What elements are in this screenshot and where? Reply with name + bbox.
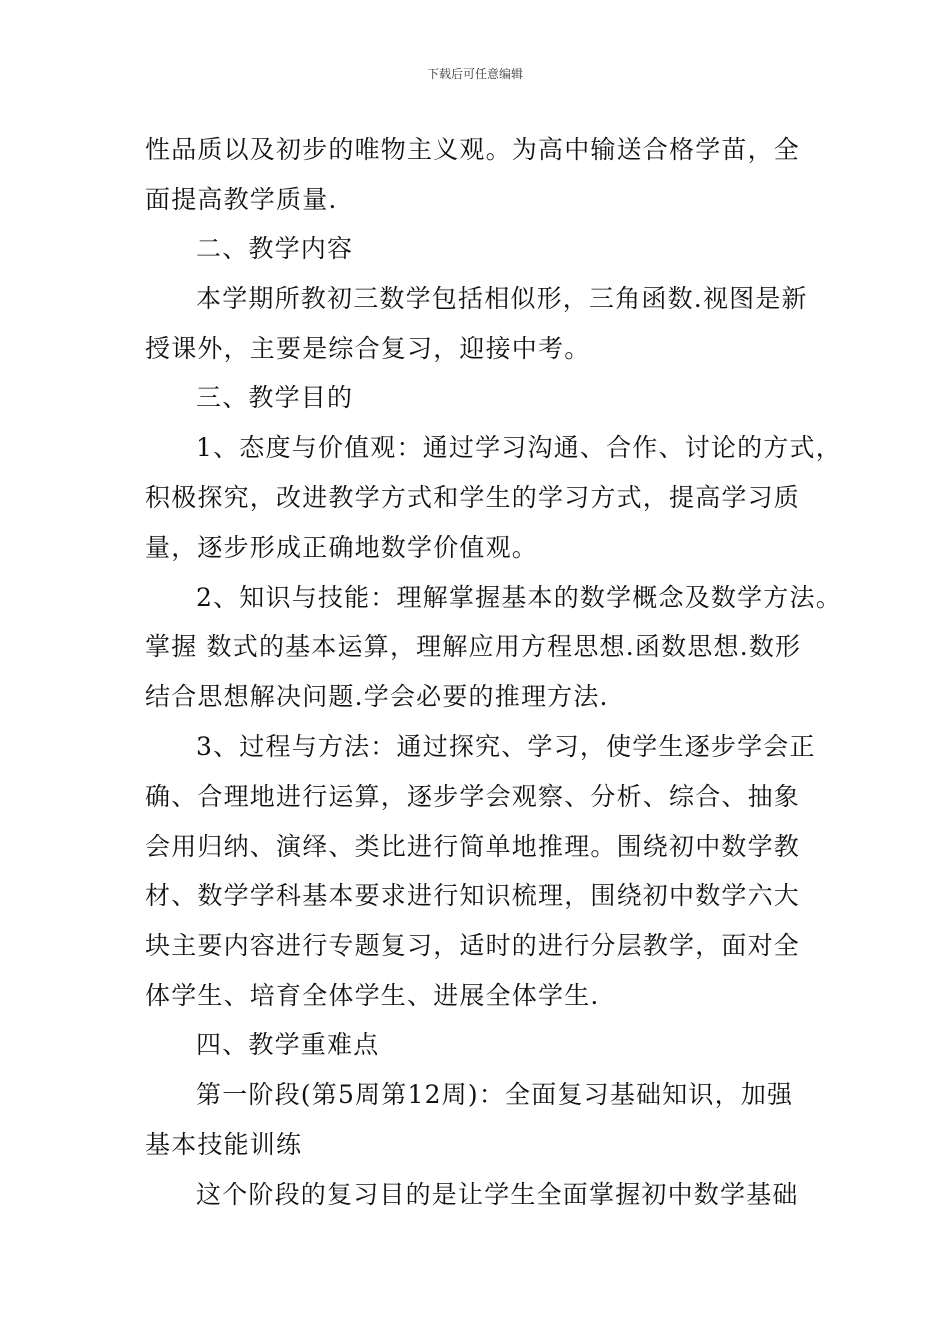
text-line-8: 积极探究，改进教学方式和学生的学习方式，提高学习质 bbox=[145, 483, 801, 512]
page-header: 下载后可任意编辑 bbox=[426, 67, 523, 81]
text-line-16: 材、数学学科基本要求进行知识梳理，围绕初中数学六大 bbox=[145, 881, 801, 910]
text-line-14: 确、合理地进行运算，逐步学会观察、分析、综合、抽象 bbox=[145, 782, 801, 811]
text-line-5: 授课外，主要是综合复习，迎接中考。 bbox=[145, 334, 591, 363]
text-line-4: 本学期所教初三数学包括相似形，三角函数.视图是新 bbox=[196, 284, 808, 313]
section-heading-content: 二、教学内容 bbox=[196, 234, 354, 263]
section-heading-goals: 三、教学目的 bbox=[196, 383, 354, 412]
section-heading-key-points: 四、教学重难点 bbox=[196, 1030, 380, 1059]
text-line-2: 面提高教学质量. bbox=[145, 185, 338, 214]
text-line-15: 会用归纳、演绎、类比进行简单地推理。围绕初中数学教 bbox=[145, 832, 801, 861]
text-line-20: 第一阶段(第5周第12周)：全面复习基础知识，加强 bbox=[196, 1080, 794, 1109]
text-line-11: 掌握 数式的基本运算，理解应用方程思想.函数思想.数形 bbox=[145, 632, 802, 661]
text-line-12: 结合思想解决问题.学会必要的推理方法. bbox=[145, 682, 609, 711]
text-line-9: 量，逐步形成正确地数学价值观。 bbox=[145, 533, 539, 562]
text-line-13: 3、过程与方法：通过探究、学习，使学生逐步学会正 bbox=[196, 732, 816, 761]
text-line-22: 这个阶段的复习目的是让学生全面掌握初中数学基础 bbox=[196, 1180, 799, 1209]
text-line-10: 2、知识与技能：理解掌握基本的数学概念及数学方法。 bbox=[196, 583, 842, 612]
text-line-21: 基本技能训练 bbox=[145, 1130, 303, 1159]
text-line-17: 块主要内容进行专题复习，适时的进行分层教学，面对全 bbox=[145, 931, 801, 960]
text-line-7: 1、态度与价值观：通过学习沟通、合作、讨论的方式， bbox=[196, 433, 842, 462]
text-line-18: 体学生、培育全体学生、进展全体学生. bbox=[145, 981, 600, 1010]
text-line-1: 性品质以及初步的唯物主义观。为高中输送合格学苗，全 bbox=[145, 135, 801, 164]
